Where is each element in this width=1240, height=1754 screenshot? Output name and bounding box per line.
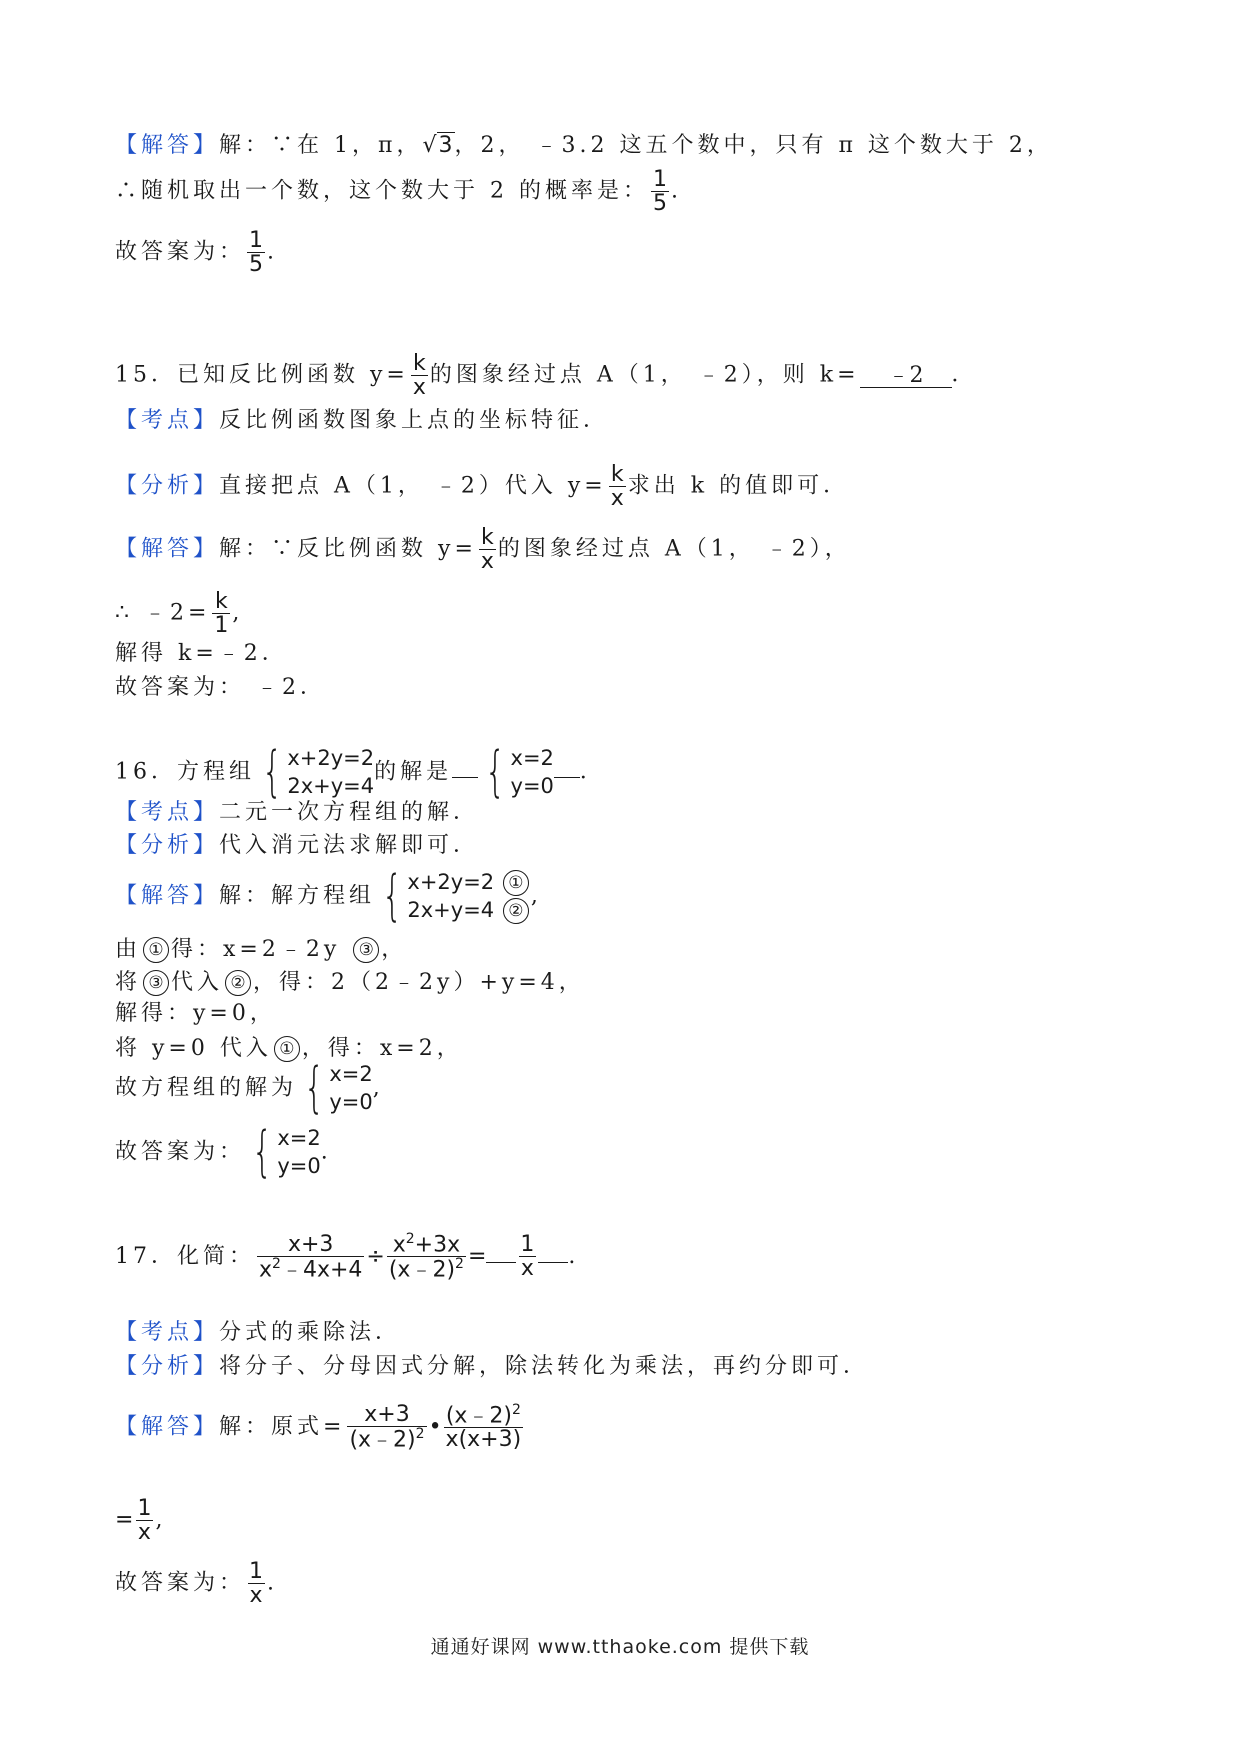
q17-step: = $\frac{1}{x}$ , xyxy=(115,1496,167,1546)
q16-answer: 故答案为： { x=2 y=0 . xyxy=(115,1120,332,1184)
q16-point: 【考点】二元一次方程组的解． xyxy=(115,800,480,825)
fraction-b: $\frac{x^2+3x}{(x﹣2)^2}$ xyxy=(388,1231,464,1283)
answer-fraction: $\frac{1}{x}$ xyxy=(520,1232,535,1282)
answer-fraction: $\frac{1}{5}$ xyxy=(249,228,264,278)
solve-tag: 【解答】 xyxy=(115,133,220,158)
q15-solution: 【解答】解：∵反比例函数 y= $\frac{k}{x}$ 的图象经过点 A（1， ﹣2）， xyxy=(115,525,851,575)
equation-system: { x+2y=2 2x+y=4 xyxy=(261,740,375,804)
q15-answer: 故答案为： ﹣2． xyxy=(115,675,326,700)
q15-point: 【考点】反比例函数图象上点的坐标特征． xyxy=(115,408,610,433)
answer-system: { x=2 y=0 xyxy=(485,740,554,804)
footer-credit: 通通好课网 www.tthaoke.com 提供下载 xyxy=(430,1636,810,1658)
fraction-k-x: $\frac{k}{x}$ xyxy=(412,351,426,401)
q16-stem: 16．方程组 { x+2y=2 2x+y=4 的解是 { x=2 y=0 ． xyxy=(115,740,606,804)
q16-solution: 【解答】解：解方程组 { x+2y=2 ① 2x+y=4 ② , xyxy=(115,864,542,928)
q16-analysis: 【分析】代入消元法求解即可． xyxy=(115,833,480,858)
q17-answer: 故答案为： $\frac{1}{x}$ . xyxy=(115,1559,279,1609)
q17-point: 【考点】分式的乘除法． xyxy=(115,1320,402,1345)
q15-analysis: 【分析】直接把点 A（1， ﹣2）代入 y= $\frac{k}{x}$ 求出 k 的值即可． xyxy=(115,462,850,512)
q17-stem: 17．化简： $\frac{x+3}{x^2﹣4x+4}$ ÷ $\frac{x^2+3x}{(x﹣2)^2}$ = $\frac{1}{x}$ . xyxy=(115,1231,580,1283)
q14-probability-line: ∴随机取出一个数，这个数大于 2 的概率是： $\frac{1}{5}$ . xyxy=(115,167,682,217)
answer-blank: ﹣2 xyxy=(860,365,952,388)
q16-step4: 将 y=0 代入 ① ，得：x=2， xyxy=(115,1036,463,1061)
q15-stem: 15．已知反比例函数 y= $\frac{k}{x}$ 的图象经过点 A（1， ﹣2），则 k= ﹣2 ． xyxy=(115,351,978,401)
q14-answer-line: 故答案为： $\frac{1}{5}$ . xyxy=(115,228,279,278)
sqrt-3: √3 xyxy=(422,133,453,158)
q16-step5: 故方程组的解为 { x=2 y=0 , xyxy=(115,1056,384,1120)
fraction-1-5: $\frac{1}{5}$ xyxy=(653,167,667,217)
q17-solution: 【解答】解：原式= $\frac{x+3}{(x﹣2)^2}$ • $\frac{(x﹣2)^2}{x(x+3)}$ xyxy=(115,1402,522,1453)
q17-analysis: 【分析】将分子、分母因式分解，除法转化为乘法，再约分即可． xyxy=(115,1354,870,1379)
q15-step1: ∴ ﹣2= $\frac{k}{1}$ , xyxy=(115,589,244,639)
q14-solution-line: 【解答】解：∵在 1，π，√3，2， ﹣3.2 这五个数中，只有 π 这个数大于 2， xyxy=(115,133,1053,158)
fraction-a: $\frac{x+3}{x^2﹣4x+4}$ xyxy=(259,1231,363,1283)
q16-step2: 将 ③ 代入 ② ，得：2（2﹣2y）+y=4， xyxy=(115,970,585,995)
q15-step2: 解得 k=﹣2． xyxy=(115,641,288,666)
q16-step3: 解得：y=0， xyxy=(115,1001,276,1026)
q16-step1: 由 ① 得：x=2﹣2y ③ ， xyxy=(115,937,408,962)
